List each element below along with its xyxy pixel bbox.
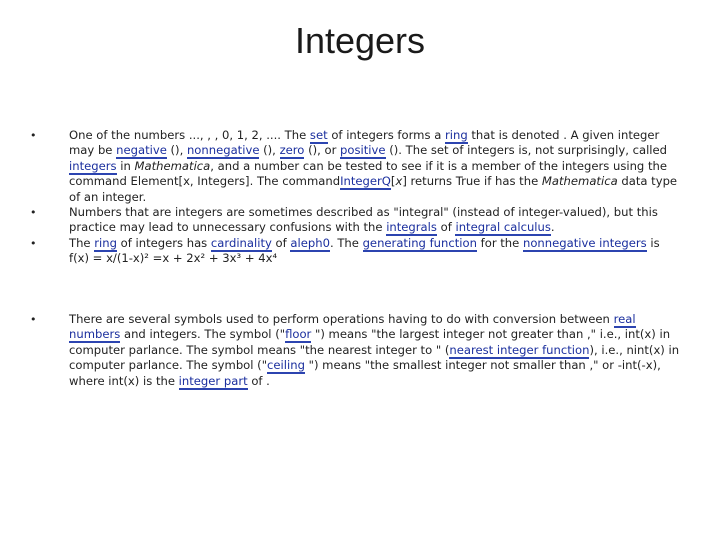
bullet-dot: • bbox=[30, 129, 37, 142]
link-ceiling[interactable]: ceiling bbox=[267, 358, 305, 373]
link-integrals[interactable]: integrals bbox=[386, 220, 437, 235]
generating-function-formula: f(x) = x/(1-x)² =x + 2x² + 3x³ + 4x⁴ bbox=[69, 251, 278, 266]
link-zero[interactable]: zero bbox=[279, 143, 305, 158]
mathematica-text: Mathematica bbox=[541, 174, 618, 189]
bullet-dot: • bbox=[30, 206, 37, 219]
link-generating-function[interactable]: generating function bbox=[362, 236, 477, 250]
link-ring[interactable]: ring bbox=[94, 236, 117, 250]
link-negative[interactable]: negative bbox=[116, 143, 167, 158]
link-ring[interactable]: ring bbox=[444, 128, 468, 142]
page-title: Integers bbox=[294, 20, 426, 61]
bullet-dot: • bbox=[30, 313, 37, 326]
list-item-text: The ring of integers has cardinality of aleph0. The generating function for the nonnegative integers is f(x) = x/(1-x)² =x + 2x² + 3x³ + 4x⁴ bbox=[69, 236, 660, 266]
list-item-text: Numbers that are integers are sometimes described as "integral" (instead of integer-valued), but this practice may lead to unnecessary confusions with the integrals of integral calculus. bbox=[69, 205, 658, 235]
link-positive[interactable]: positive bbox=[340, 143, 386, 158]
link-real-numbers[interactable]: real numbers bbox=[69, 312, 636, 342]
link-integral-calculus[interactable]: integral calculus bbox=[455, 220, 551, 235]
link-nonnegative-integers[interactable]: nonnegative integers bbox=[522, 236, 647, 250]
link-integerq[interactable]: IntegerQ bbox=[340, 174, 391, 189]
list-item-text: There are several symbols used to perform operations having to do with conversion between real numbers and integers. The symbol ("floor ") means "the largest integer not greater than ," i.e., int(x) in computer parlance. The symbol means "the nearest integer to " (nearest integer function), i.e., nint(x) in computer parlance. The symbol ("ceiling ") means "the smallest integer not smaller than ," or -int(-x), where int(x) is the integer part of . bbox=[69, 312, 680, 388]
x-variable: x bbox=[395, 174, 403, 189]
link-cardinality[interactable]: cardinality bbox=[210, 236, 272, 250]
bullet-dot: • bbox=[30, 237, 37, 250]
link-aleph0[interactable]: aleph0 bbox=[290, 236, 330, 250]
link-nearest-integer-function[interactable]: nearest integer function bbox=[449, 342, 590, 357]
list-item-text: One of the numbers ..., , , 0, 1, 2, .... The set of integers forms a ring that is denoted . A given integer may be negative (), nonnegative (), zero (), or positive (). The set of integers is, not surprisingly, called integers in Mathematica, and a number can be tested to see if it is a member of the integers using the command Element[x, Integers]. The commandIntegerQ[x] returns True if has the Mathematica data type of an integer. bbox=[69, 128, 678, 204]
link-nonnegative[interactable]: nonnegative bbox=[186, 143, 260, 158]
link-integer-part[interactable]: integer part bbox=[178, 373, 248, 388]
link-set[interactable]: set bbox=[309, 128, 328, 142]
link-floor[interactable]: floor bbox=[285, 327, 312, 342]
link-integers[interactable]: integers bbox=[69, 158, 117, 173]
mathematica-text: Mathematica bbox=[134, 158, 211, 173]
